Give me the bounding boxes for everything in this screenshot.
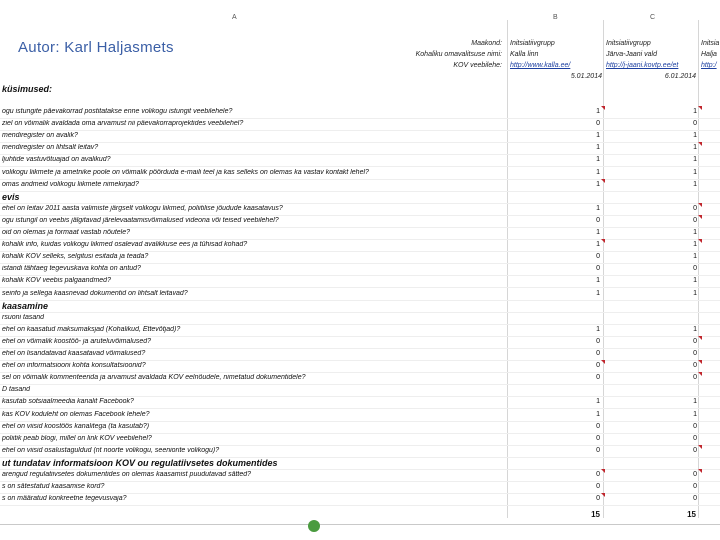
score-cell-b[interactable]: 1 — [596, 132, 600, 140]
meta-b-website-link[interactable]: http://www.kalla.ee/ — [510, 62, 571, 69]
question-cell[interactable]: kohalik info, kuidas volikogu liikmed osalevad avalikkuse ees ja tühisad kohad? — [2, 241, 248, 249]
score-cell-b[interactable]: 1 — [596, 204, 600, 212]
score-cell-b[interactable]: 0 — [596, 362, 600, 370]
score-cell-b[interactable]: 1 — [596, 325, 600, 333]
meta-c-website-link[interactable]: http://j-jaani.kovtp.ee/et — [606, 62, 679, 69]
comment-indicator-icon[interactable] — [698, 215, 702, 219]
row-divider — [0, 433, 720, 434]
row-divider — [0, 372, 720, 373]
score-cell-c[interactable]: 1 — [693, 229, 697, 236]
section-header: ut tundatav informatsioon KOV ou regulatiivsetes dokumentides — [2, 457, 278, 468]
question-cell[interactable]: istandi tähtaeg tegevuskava kohta on antud? — [2, 265, 141, 273]
meta-b-county: Initsiatiivgrupp — [510, 40, 555, 47]
comment-indicator-icon[interactable] — [601, 106, 605, 110]
logo-icon — [308, 520, 320, 532]
score-cell-b[interactable]: 1 — [596, 398, 600, 406]
question-cell[interactable]: poliitik peab blogi, millel on link KOV veebilehel? — [2, 434, 152, 442]
score-cell-c[interactable]: 1 — [693, 241, 697, 249]
comment-indicator-icon[interactable] — [601, 239, 605, 243]
score-cell-c[interactable]: 0 — [693, 216, 697, 224]
score-cell-c[interactable]: 1 — [693, 156, 697, 164]
row-divider — [0, 118, 720, 119]
row-divider — [0, 142, 720, 143]
row-divider — [0, 130, 720, 131]
row-divider — [0, 287, 720, 288]
row-divider — [0, 166, 720, 167]
question-cell[interactable]: omas andmeid volikogu liikmete nimekirjad? — [2, 180, 139, 188]
question-cell[interactable]: arengud regulatiivsetes dokumentides on olemas kaasamist puudutavad sätted? — [2, 471, 252, 478]
score-cell-c[interactable]: 0 — [693, 265, 697, 273]
question-cell[interactable]: ehel on leitav 2011 aasta valimiste järgselt volikogu liikmed, poliitilise jõudude kaasatavus? — [2, 204, 283, 212]
meta-b-date: 5.01.2014 — [570, 73, 602, 80]
score-cell-c[interactable]: 1 — [693, 132, 697, 140]
row-divider — [0, 505, 720, 506]
question-cell[interactable]: kohalik KOV selleks, selgitusi esitada ja teada? — [2, 253, 149, 261]
score-cell-c[interactable]: 0 — [693, 483, 697, 491]
score-cell-b[interactable]: 0 — [596, 422, 600, 430]
row-divider — [0, 336, 720, 337]
score-cell-c[interactable]: 0 — [693, 362, 697, 370]
score-cell-b[interactable]: 0 — [596, 216, 600, 224]
question-cell[interactable]: sel on võimalik kommenteerida ja arvamust avaldada KOV eelnõudele, nimetatud dokumentidele? — [2, 374, 306, 382]
footer-divider — [0, 524, 720, 525]
score-cell-b[interactable]: 0 — [596, 471, 600, 478]
question-cell[interactable]: ehel on viisid osalustaguldud (nt noorte volikogu, seeniorite volikogu)? — [2, 446, 220, 454]
meta-label-county: Maakond: — [471, 40, 502, 47]
score-cell-c[interactable]: 1 — [693, 289, 697, 297]
question-cell[interactable]: ehel on kaasatud maksumaksjad (Kohalikud, Ettevõtjad)? — [2, 325, 181, 333]
score-cell-c[interactable]: 1 — [693, 144, 697, 152]
score-cell-b[interactable]: 1 — [596, 108, 600, 115]
question-cell[interactable]: ehel on lisandatavad kaasatavad võimalused? — [2, 350, 146, 357]
row-divider — [0, 324, 720, 325]
column-divider — [507, 20, 508, 518]
row-divider — [0, 154, 720, 155]
score-cell-b[interactable]: 0 — [596, 253, 600, 261]
question-cell[interactable]: mendiregister on lihtsalt leitav? — [2, 144, 99, 152]
score-cell-b[interactable]: 1 — [596, 277, 600, 285]
meta-label-municipality: Kohaliku omavalitsuse nimi: — [415, 51, 502, 58]
meta-d-website-link[interactable]: http:/ — [701, 62, 717, 69]
question-cell[interactable]: ogu istungil on veebis jälgitavad järelevaatamisvõimalused videona või teised veebilehel? — [2, 216, 279, 224]
score-cell-b[interactable]: 1 — [596, 180, 600, 188]
row-divider — [0, 481, 720, 482]
score-cell-c[interactable]: 0 — [693, 471, 697, 478]
column-header-b[interactable]: B — [553, 14, 558, 21]
score-cell-b[interactable]: 1 — [596, 241, 600, 249]
question-cell[interactable]: ziel on võimalik avaldada oma arvamust nii päevakorraprojektides veebilehel? — [2, 120, 244, 128]
comment-indicator-icon[interactable] — [698, 469, 702, 473]
question-cell[interactable]: ogu istungite päevakorrad postitatakse enne volikogu istungit veebilehele? — [2, 108, 233, 115]
score-cell-c[interactable]: 0 — [693, 350, 697, 357]
score-cell-c[interactable]: 0 — [693, 204, 697, 212]
score-cell-c[interactable]: 0 — [693, 446, 697, 454]
score-cell-c[interactable]: 0 — [693, 434, 697, 442]
score-cell-c[interactable]: 0 — [693, 337, 697, 345]
column-divider — [603, 20, 604, 518]
meta-label-website: KOV veebilehe: — [453, 62, 502, 69]
meta-b-municipality: Kalla linn — [510, 51, 539, 58]
section-header: kaasamine — [2, 300, 49, 311]
question-cell[interactable]: s on määratud konkreetne tegevusvaja? — [2, 495, 127, 503]
question-cell[interactable]: ehel on informatsiooni kohta konsultatsioonid? — [2, 362, 146, 370]
row-divider — [0, 396, 720, 397]
score-cell-c[interactable]: 1 — [693, 180, 697, 188]
score-cell-b[interactable]: 0 — [596, 434, 600, 442]
row-divider — [0, 312, 720, 313]
comment-indicator-icon[interactable] — [698, 203, 702, 207]
row-divider — [0, 384, 720, 385]
total-b[interactable]: 15 — [591, 510, 600, 519]
column-header-c[interactable]: C — [650, 14, 656, 21]
score-cell-b[interactable]: 0 — [596, 265, 600, 273]
comment-indicator-icon[interactable] — [698, 372, 702, 376]
sheet-title: küsimused: — [2, 84, 53, 94]
score-cell-c[interactable]: 0 — [693, 422, 697, 430]
row-divider — [0, 300, 720, 301]
row-divider — [0, 493, 720, 494]
score-cell-b[interactable]: 0 — [596, 120, 600, 128]
comment-indicator-icon[interactable] — [698, 142, 702, 146]
score-cell-c[interactable]: 0 — [693, 495, 697, 503]
score-cell-c[interactable]: 1 — [693, 398, 697, 406]
question-cell[interactable]: volikogu liikmete ja ametnike poole on võimalik pöörduda e-maili teel ja kas selleks on olemas ka vastav kontakt lehel? — [2, 168, 369, 176]
row-divider — [0, 360, 720, 361]
question-cell[interactable]: kasutab sotsiaalmeedia kanalit Facebook? — [2, 398, 134, 406]
row-divider — [0, 263, 720, 264]
score-cell-b[interactable]: 0 — [596, 337, 600, 345]
score-cell-b[interactable]: 1 — [596, 229, 600, 236]
score-cell-c[interactable]: 1 — [693, 410, 697, 418]
score-cell-b[interactable]: 1 — [596, 144, 600, 152]
total-c[interactable]: 15 — [687, 510, 696, 519]
score-cell-c[interactable]: 1 — [693, 277, 697, 285]
row-divider — [0, 421, 720, 422]
comment-indicator-icon[interactable] — [698, 239, 702, 243]
row-divider — [0, 239, 720, 240]
comment-indicator-icon[interactable] — [698, 336, 702, 340]
question-cell[interactable]: ljuhtide vastuvõtuajad on avalikud? — [2, 156, 111, 164]
score-cell-b[interactable]: 0 — [596, 495, 600, 503]
row-divider — [0, 203, 720, 204]
comment-indicator-icon[interactable] — [601, 469, 605, 473]
question-cell[interactable]: oid on olemas ja formaat vastab nõutele? — [2, 229, 131, 236]
author-label: Autor: Karl Haljasmets — [18, 39, 174, 56]
section-header: evis — [2, 191, 20, 202]
question-cell[interactable]: rsuoni tasand — [2, 313, 45, 321]
score-cell-b[interactable]: 1 — [596, 289, 600, 297]
question-cell[interactable]: kohalik KOV veebis palgaandmed? — [2, 277, 111, 285]
comment-indicator-icon[interactable] — [698, 360, 702, 364]
score-cell-b[interactable]: 0 — [596, 446, 600, 454]
question-cell[interactable]: seinfo ja sellega kaasnevad dokumentid on lihtsalt leitavad? — [2, 289, 188, 297]
score-cell-c[interactable]: 1 — [693, 108, 697, 115]
score-cell-c[interactable]: 0 — [693, 120, 697, 128]
column-divider — [698, 20, 699, 518]
question-cell[interactable]: s on sätestatud kaasamise kord? — [2, 483, 105, 491]
meta-c-date: 6.01.2014 — [664, 73, 696, 80]
row-divider — [0, 227, 720, 228]
comment-indicator-icon[interactable] — [601, 360, 605, 364]
row-divider — [0, 215, 720, 216]
question-cell[interactable]: kas KOV koduleht on olemas Facebook lehele? — [2, 410, 150, 418]
comment-indicator-icon[interactable] — [601, 493, 605, 497]
score-cell-c[interactable]: 1 — [693, 168, 697, 176]
score-cell-b[interactable]: 0 — [596, 350, 600, 357]
row-divider — [0, 445, 720, 446]
score-cell-c[interactable]: 1 — [693, 325, 697, 333]
score-cell-b[interactable]: 0 — [596, 374, 600, 382]
question-cell[interactable]: ehel on viisid koostöös kanalitega (ta kasutab?) — [2, 422, 150, 430]
score-cell-c[interactable]: 0 — [693, 374, 697, 382]
comment-indicator-icon[interactable] — [601, 179, 605, 183]
row-divider — [0, 179, 720, 180]
meta-d-municipality: Halja — [701, 51, 717, 58]
score-cell-b[interactable]: 1 — [596, 156, 600, 164]
question-cell[interactable]: ehel on võimalik koostöö- ja aruteluvõimalused? — [2, 337, 152, 345]
row-divider — [0, 191, 720, 192]
meta-c-county: Initsiatiivgrupp — [606, 40, 651, 47]
comment-indicator-icon[interactable] — [698, 106, 702, 110]
score-cell-b[interactable]: 1 — [596, 168, 600, 176]
row-divider — [0, 408, 720, 409]
row-divider — [0, 348, 720, 349]
question-cell[interactable]: D tasand — [2, 386, 31, 394]
score-cell-c[interactable]: 1 — [693, 253, 697, 261]
comment-indicator-icon[interactable] — [698, 445, 702, 449]
row-divider — [0, 275, 720, 276]
score-cell-b[interactable]: 0 — [596, 483, 600, 491]
meta-c-municipality: Järva-Jaani vald — [606, 51, 657, 58]
column-header-a[interactable]: A — [232, 14, 237, 21]
meta-d-county: Initsia — [701, 40, 720, 47]
row-divider — [0, 469, 720, 470]
row-divider — [0, 251, 720, 252]
score-cell-b[interactable]: 1 — [596, 410, 600, 418]
question-cell[interactable]: mendiregister on avalik? — [2, 132, 78, 140]
